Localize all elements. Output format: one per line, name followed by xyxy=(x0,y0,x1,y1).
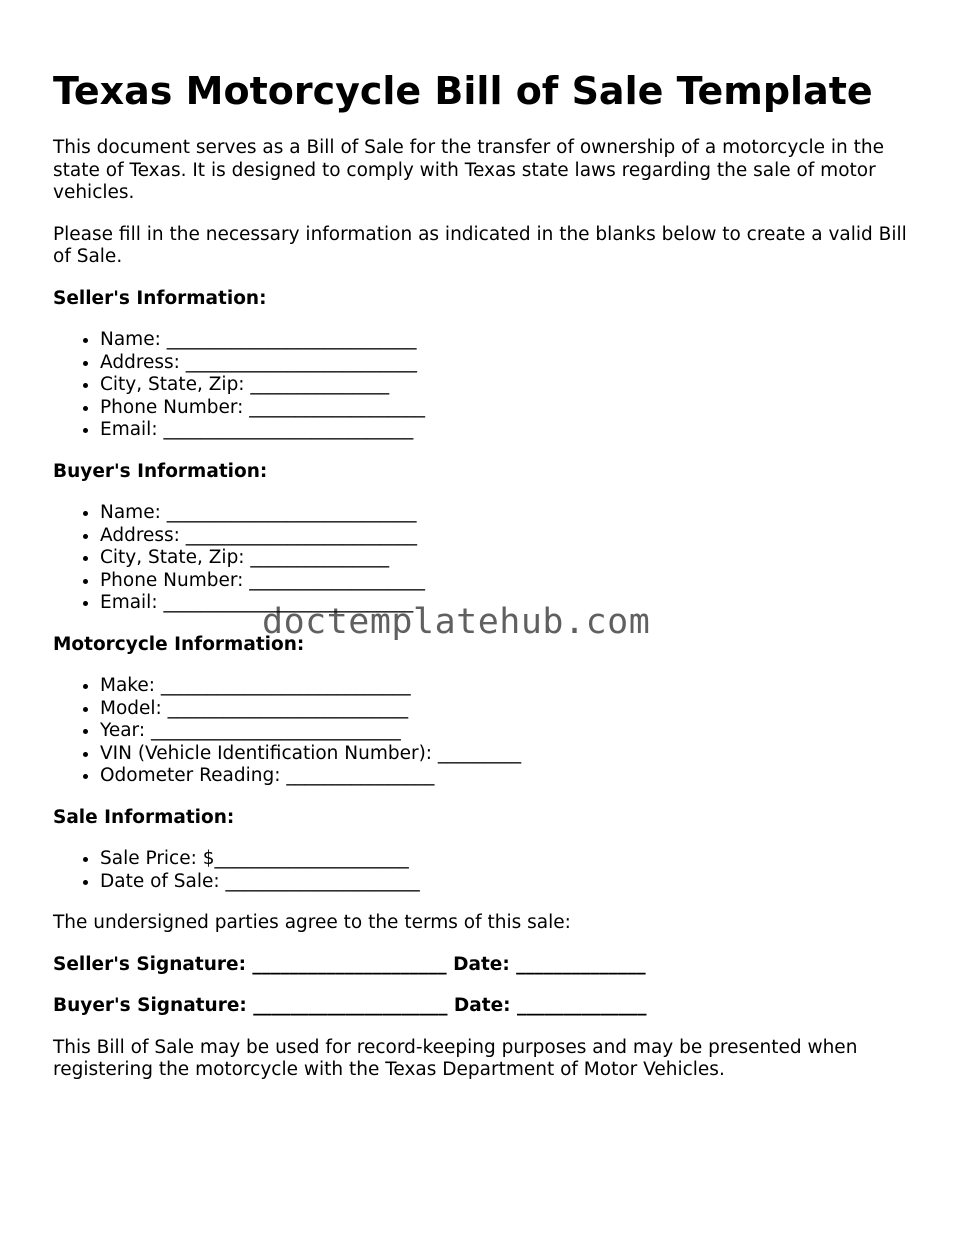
seller-email-field: • Email: ___________________________ xyxy=(100,419,913,442)
seller-name-field: • Name: ___________________________ xyxy=(100,329,913,352)
buyer-name-field: • Name: ___________________________ xyxy=(100,502,913,525)
intro-paragraph-2: Please fill in the necessary information as indicated in the blanks below to create a valid Bill of Sale. xyxy=(53,223,907,267)
buyer-fields-list xyxy=(53,502,913,615)
motorcycle-odometer-field: • Odometer Reading: ________________ xyxy=(100,765,913,788)
buyer-phone-field: • Phone Number: ___________________ xyxy=(100,570,913,593)
seller-city-state-zip-field: • City, State, Zip: _______________ xyxy=(100,374,913,397)
document-page xyxy=(53,66,913,1101)
sale-section-heading: Sale Information: xyxy=(53,806,235,828)
seller-fields-list xyxy=(53,329,913,442)
sale-price-field: • Sale Price: $_____________________ xyxy=(100,848,913,871)
motorcycle-model-field: • Model: __________________________ xyxy=(100,698,913,721)
motorcycle-make-field: • Make: ___________________________ xyxy=(100,675,913,698)
sale-fields-list xyxy=(53,848,913,893)
seller-signature-line: Seller's Signature: _____________________ Date: ______________ xyxy=(53,953,646,975)
buyer-address-field: • Address: _________________________ xyxy=(100,525,913,548)
motorcycle-fields-list xyxy=(53,675,913,788)
buyer-email-field: • Email: ___________________________ xyxy=(100,592,913,615)
motorcycle-section-heading: Motorcycle Information: xyxy=(53,633,305,655)
watermark-text: doctemplatehub.com xyxy=(262,602,651,642)
buyer-section-heading: Buyer's Information: xyxy=(53,460,268,482)
motorcycle-year-field: • Year: ___________________________ xyxy=(100,720,913,743)
seller-address-field: • Address: _________________________ xyxy=(100,352,913,375)
motorcycle-vin-field: • VIN (Vehicle Identification Number): _________ xyxy=(100,743,913,766)
buyer-city-state-zip-field: • City, State, Zip: _______________ xyxy=(100,547,913,570)
buyer-signature-line: Buyer's Signature: _____________________ Date: ______________ xyxy=(53,995,647,1016)
sale-date-field: • Date of Sale: _____________________ xyxy=(100,871,913,894)
document-title: Texas Motorcycle Bill of Sale Template xyxy=(53,69,873,113)
closing-paragraph: This Bill of Sale may be used for record-keeping purposes and may be presented when registering the motorcycle with the Texas Department of Motor Vehicles. xyxy=(53,1036,858,1080)
intro-paragraph-1: This document serves as a Bill of Sale for the transfer of ownership of a motorcycle in the state of Texas. It is designed to comply with Texas state laws regarding the sale of motor vehicles. xyxy=(53,137,884,203)
seller-phone-field: • Phone Number: ___________________ xyxy=(100,397,913,420)
seller-section-heading: Seller's Information: xyxy=(53,287,267,309)
agreement-statement: The undersigned parties agree to the terms of this sale: xyxy=(53,912,571,933)
